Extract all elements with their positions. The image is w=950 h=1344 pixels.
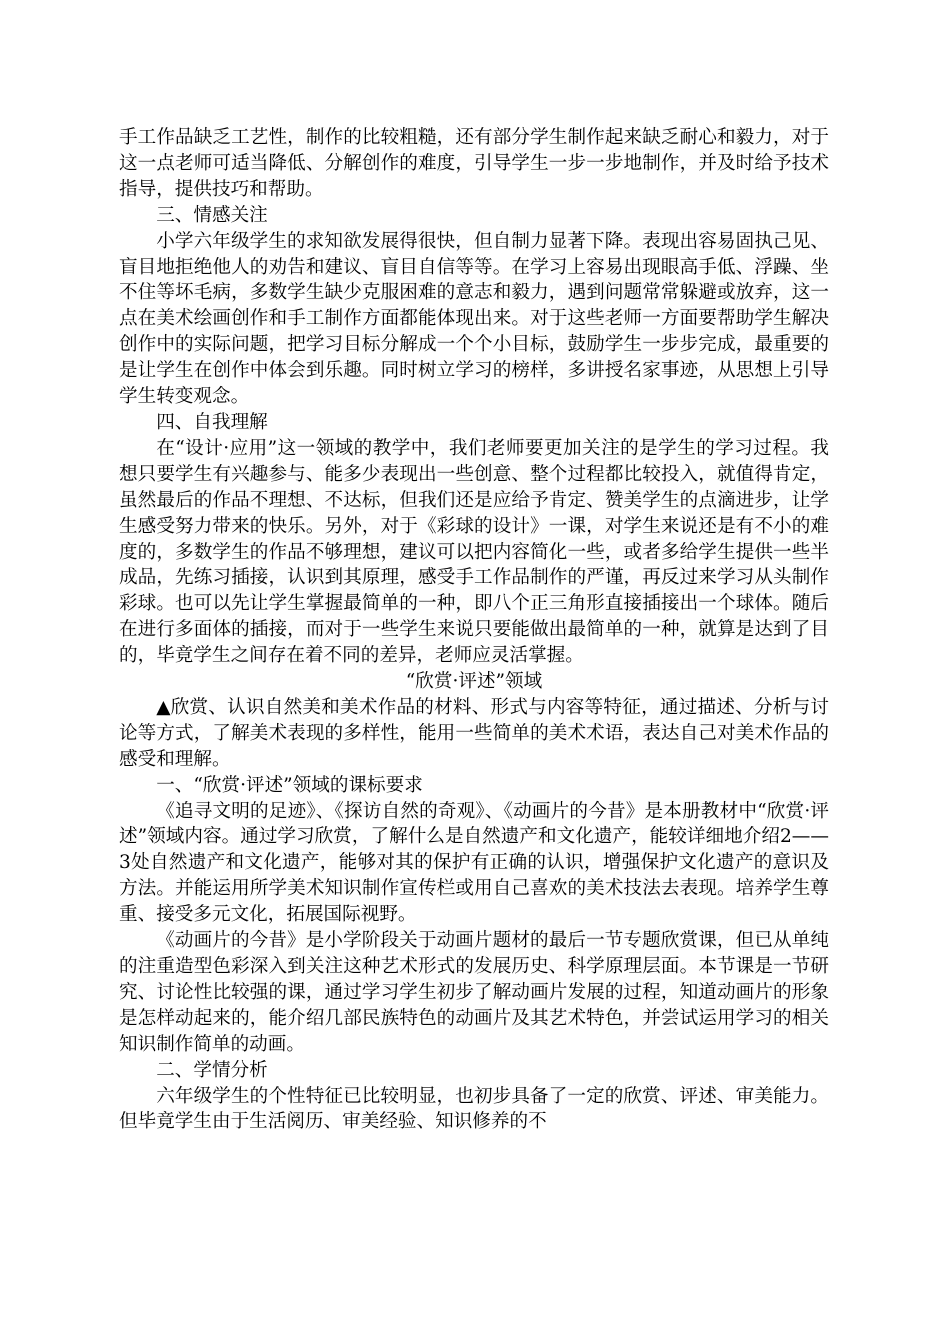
paragraph-self-understanding: 在“设计·应用”这一领域的教学中，我们老师要更加关注的是学生的学习过程。我想只要学生有兴趣参与、能多少表现出一些创意、整个过程都比较投入，就值得肯定，虽然最后的作品不理想、不达标，但我们还是应给予肯定、赞美学生的点滴进步，让学生感受努力带来的快乐。另外，对于《彩球的设计》一课，对学生来说还是有不小的难度的，多数学生的作品不够理想，建议可以把内容简化一些，或者多给学生提供一些半成品，先练习插接，认识到其原理，感受手工作品制作的严谨，再反过来学习从头制作彩球。也可以先让学生掌握最简单的一种，即八个正三角形直接插接出一个球体。随后在进行多面体的插接，而对于一些学生来说只要能做出最简单的一种，就算是达到了目的，毕竟学生之间存在着不同的差异，老师应灵活掌握。 xyxy=(119,437,829,667)
paragraph-animation-lesson: 《动画片的今昔》是小学阶段关于动画片题材的最后一节专题欣赏课，但已从单纯的注重造型色彩深入到关注这种艺术形式的发展历史、科学原理层面。本节课是一节研究、讨论性比较强的课，通过学习学生初步了解动画片发展的过程，知道动画片的形象是怎样动起来的，能介绍几部民族特色的动画片及其艺术特色，并尝试运用学习的相关知识制作简单的动画。 xyxy=(119,930,829,1055)
paragraph-student-analysis: 六年级学生的个性特征已比较明显，也初步具备了一定的欣赏、评述、审美能力。但毕竟学生由于生活阅历、审美经验、知识修养的不 xyxy=(119,1085,829,1133)
document-page xyxy=(119,125,829,1135)
paragraph-curriculum-content: 《追寻文明的足迹》、《探访自然的奇观》、《动画片的今昔》是本册教材中“欣赏·评述”领域内容。通过学习欣赏，了解什么是自然遗产和文化遗产，能较详细地介绍2——3处自然遗产和文化遗产，能够对其的保护有正确的认识，增强保护文化遗产的意识及方法。并能运用所学美术知识制作宣传栏或用自己喜欢的美术技法去表现。培养学生尊重、接受多元文化，拓展国际视野。 xyxy=(119,800,829,926)
paragraph-appreciation-goal: ▲欣赏、认识自然美和美术作品的材料、形式与内容等特征，通过描述、分析与讨论等方式，了解美术表现的多样性，能用一些简单的美术术语，表达自己对美术作品的感受和理解。 xyxy=(119,696,829,770)
heading-curriculum-requirements: 一、“欣赏·评述”领域的课标要求 xyxy=(156,774,423,796)
section-title-appreciation: “欣赏·评述”领域 xyxy=(405,671,543,693)
heading-student-analysis: 二、学情分析 xyxy=(156,1059,268,1081)
heading-self-understanding: 四、自我理解 xyxy=(156,411,268,433)
paragraph-craft-guidance: 手工作品缺乏工艺性，制作的比较粗糙，还有部分学生制作起来缺乏耐心和毅力，对于这一点老师可适当降低、分解创作的难度，引导学生一步一步地制作，并及时给予技术指导，提供技巧和帮助。 xyxy=(119,127,829,200)
paragraph-emotional-care: 小学六年级学生的求知欲发展得很快，但自制力显著下降。表现出容易固执己见、盲目地拒绝他人的劝告和建议、盲目自信等等。在学习上容易出现眼高手低、浮躁、坐不住等坏毛病，多数学生缺少克服困难的意志和毅力，遇到问题常常躲避或放弃，这一点在美术绘画创作和手工制作方面都能体现出来。对于这些老师一方面要帮助学生解决创作中的实际问题，把学习目标分解成一个个小目标，鼓励学生一步步完成，最重要的是让学生在创作中体会到乐趣。同时树立学习的榜样，多讲授名家事迹，从思想上引导学生转变观念。 xyxy=(119,230,829,408)
heading-emotional-care: 三、情感关注 xyxy=(156,204,268,226)
